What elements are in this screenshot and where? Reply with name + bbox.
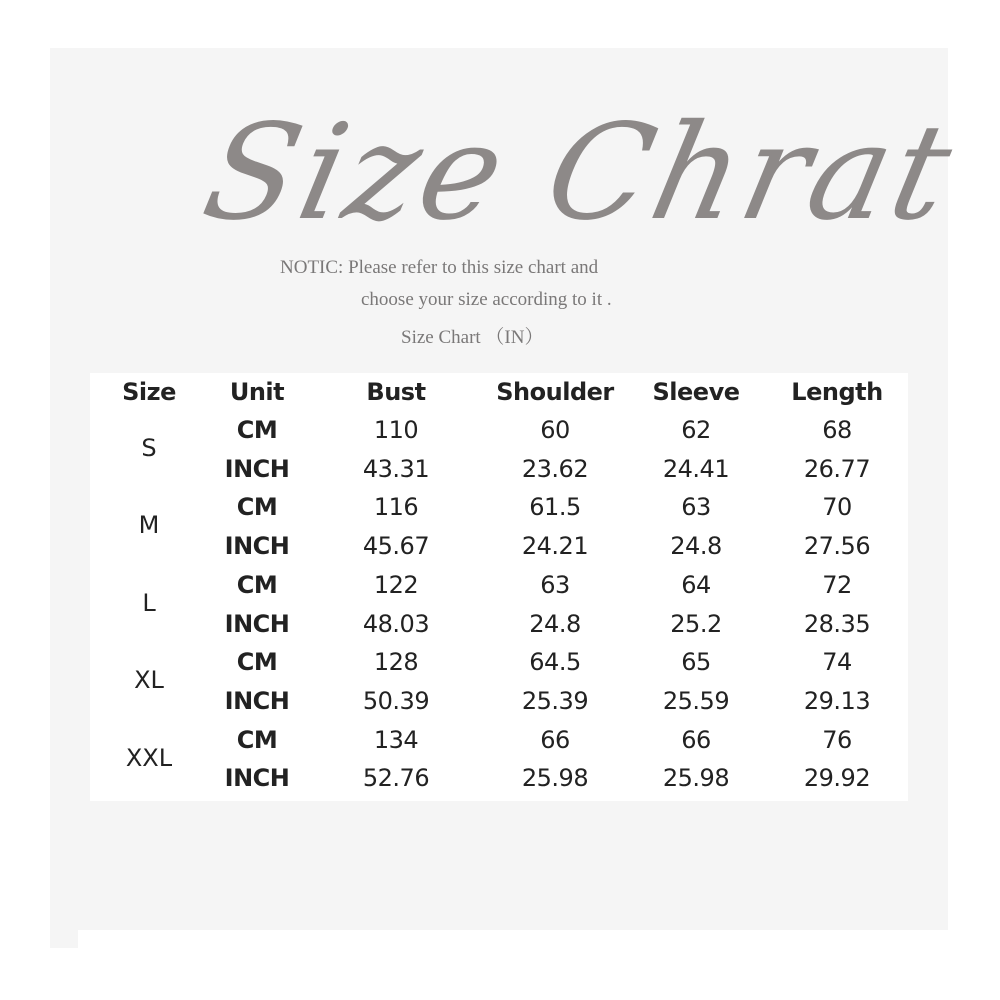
cell-bust: 48.03 bbox=[362, 609, 430, 638]
cell-length: 29.92 bbox=[803, 764, 871, 793]
notice-line-2: choose your size according to it . bbox=[361, 289, 612, 310]
size-label: S bbox=[141, 434, 157, 462]
panel-edge bbox=[50, 930, 78, 948]
cell-sleeve: 66 bbox=[681, 725, 711, 754]
cell-shoulder: 25.98 bbox=[521, 764, 589, 793]
size-label: L bbox=[142, 588, 156, 617]
header-unit: Unit bbox=[229, 378, 285, 406]
cell-bust: 134 bbox=[373, 725, 419, 754]
cell-sleeve: 24.41 bbox=[662, 454, 730, 483]
cell-bust: 50.39 bbox=[362, 686, 430, 715]
cell-bust: 45.67 bbox=[362, 532, 430, 561]
cell-length: 74 bbox=[822, 648, 852, 677]
size-label: XL bbox=[134, 666, 164, 695]
cell-unit: CM bbox=[236, 570, 278, 599]
cell-sleeve: 62 bbox=[681, 416, 711, 444]
header-length: Length bbox=[791, 378, 883, 406]
cell-shoulder: 24.8 bbox=[529, 609, 581, 638]
notice-line-1: NOTIC: Please refer to this size chart and bbox=[280, 257, 599, 278]
cell-unit: INCH bbox=[224, 764, 290, 793]
cell-bust: 52.76 bbox=[362, 764, 430, 793]
cell-unit: INCH bbox=[224, 609, 290, 638]
cell-shoulder: 63 bbox=[540, 570, 570, 599]
cell-unit: INCH bbox=[224, 686, 290, 715]
cell-sleeve: 25.59 bbox=[662, 686, 730, 715]
cell-unit: CM bbox=[236, 493, 278, 522]
cell-sleeve: 24.8 bbox=[670, 532, 722, 561]
cell-bust: 43.31 bbox=[362, 454, 430, 483]
cell-unit: INCH bbox=[224, 454, 290, 483]
cell-length: 27.56 bbox=[803, 532, 871, 561]
size-table bbox=[90, 373, 908, 801]
header-size: Size bbox=[122, 378, 176, 406]
cell-length: 28.35 bbox=[803, 609, 871, 638]
cell-shoulder: 66 bbox=[540, 725, 570, 754]
cell-shoulder: 64.5 bbox=[529, 648, 581, 677]
cell-unit: CM bbox=[236, 648, 278, 677]
cell-unit: INCH bbox=[224, 532, 290, 561]
page-title: Size Chrat bbox=[191, 96, 968, 250]
cell-bust: 122 bbox=[373, 570, 419, 599]
cell-sleeve: 65 bbox=[681, 648, 711, 677]
cell-sleeve: 64 bbox=[681, 570, 711, 599]
cell-bust: 110 bbox=[373, 416, 419, 444]
cell-shoulder: 60 bbox=[540, 416, 570, 444]
size-label: XXL bbox=[125, 743, 173, 772]
cell-sleeve: 63 bbox=[681, 493, 711, 522]
cell-length: 29.13 bbox=[803, 686, 871, 715]
cell-sleeve: 25.98 bbox=[662, 764, 730, 793]
size-label: M bbox=[138, 511, 160, 540]
cell-shoulder: 24.21 bbox=[521, 532, 589, 561]
cell-shoulder: 25.39 bbox=[521, 686, 589, 715]
cell-length: 76 bbox=[822, 725, 852, 754]
cell-length: 72 bbox=[822, 570, 852, 599]
cell-unit: CM bbox=[236, 725, 278, 754]
header-sleeve: Sleeve bbox=[652, 378, 740, 406]
cell-unit: CM bbox=[236, 416, 278, 444]
cell-bust: 128 bbox=[373, 648, 419, 677]
cell-length: 26.77 bbox=[803, 454, 871, 483]
notice-line-3: Size Chart （IN） bbox=[401, 327, 544, 348]
cell-bust: 116 bbox=[373, 493, 419, 522]
cell-length: 68 bbox=[822, 416, 852, 444]
cell-length: 70 bbox=[822, 493, 852, 522]
cell-sleeve: 25.2 bbox=[670, 609, 722, 638]
cell-shoulder: 61.5 bbox=[529, 493, 581, 522]
header-bust: Bust bbox=[366, 378, 426, 406]
header-shoulder: Shoulder bbox=[496, 378, 614, 406]
cell-shoulder: 23.62 bbox=[521, 454, 589, 483]
